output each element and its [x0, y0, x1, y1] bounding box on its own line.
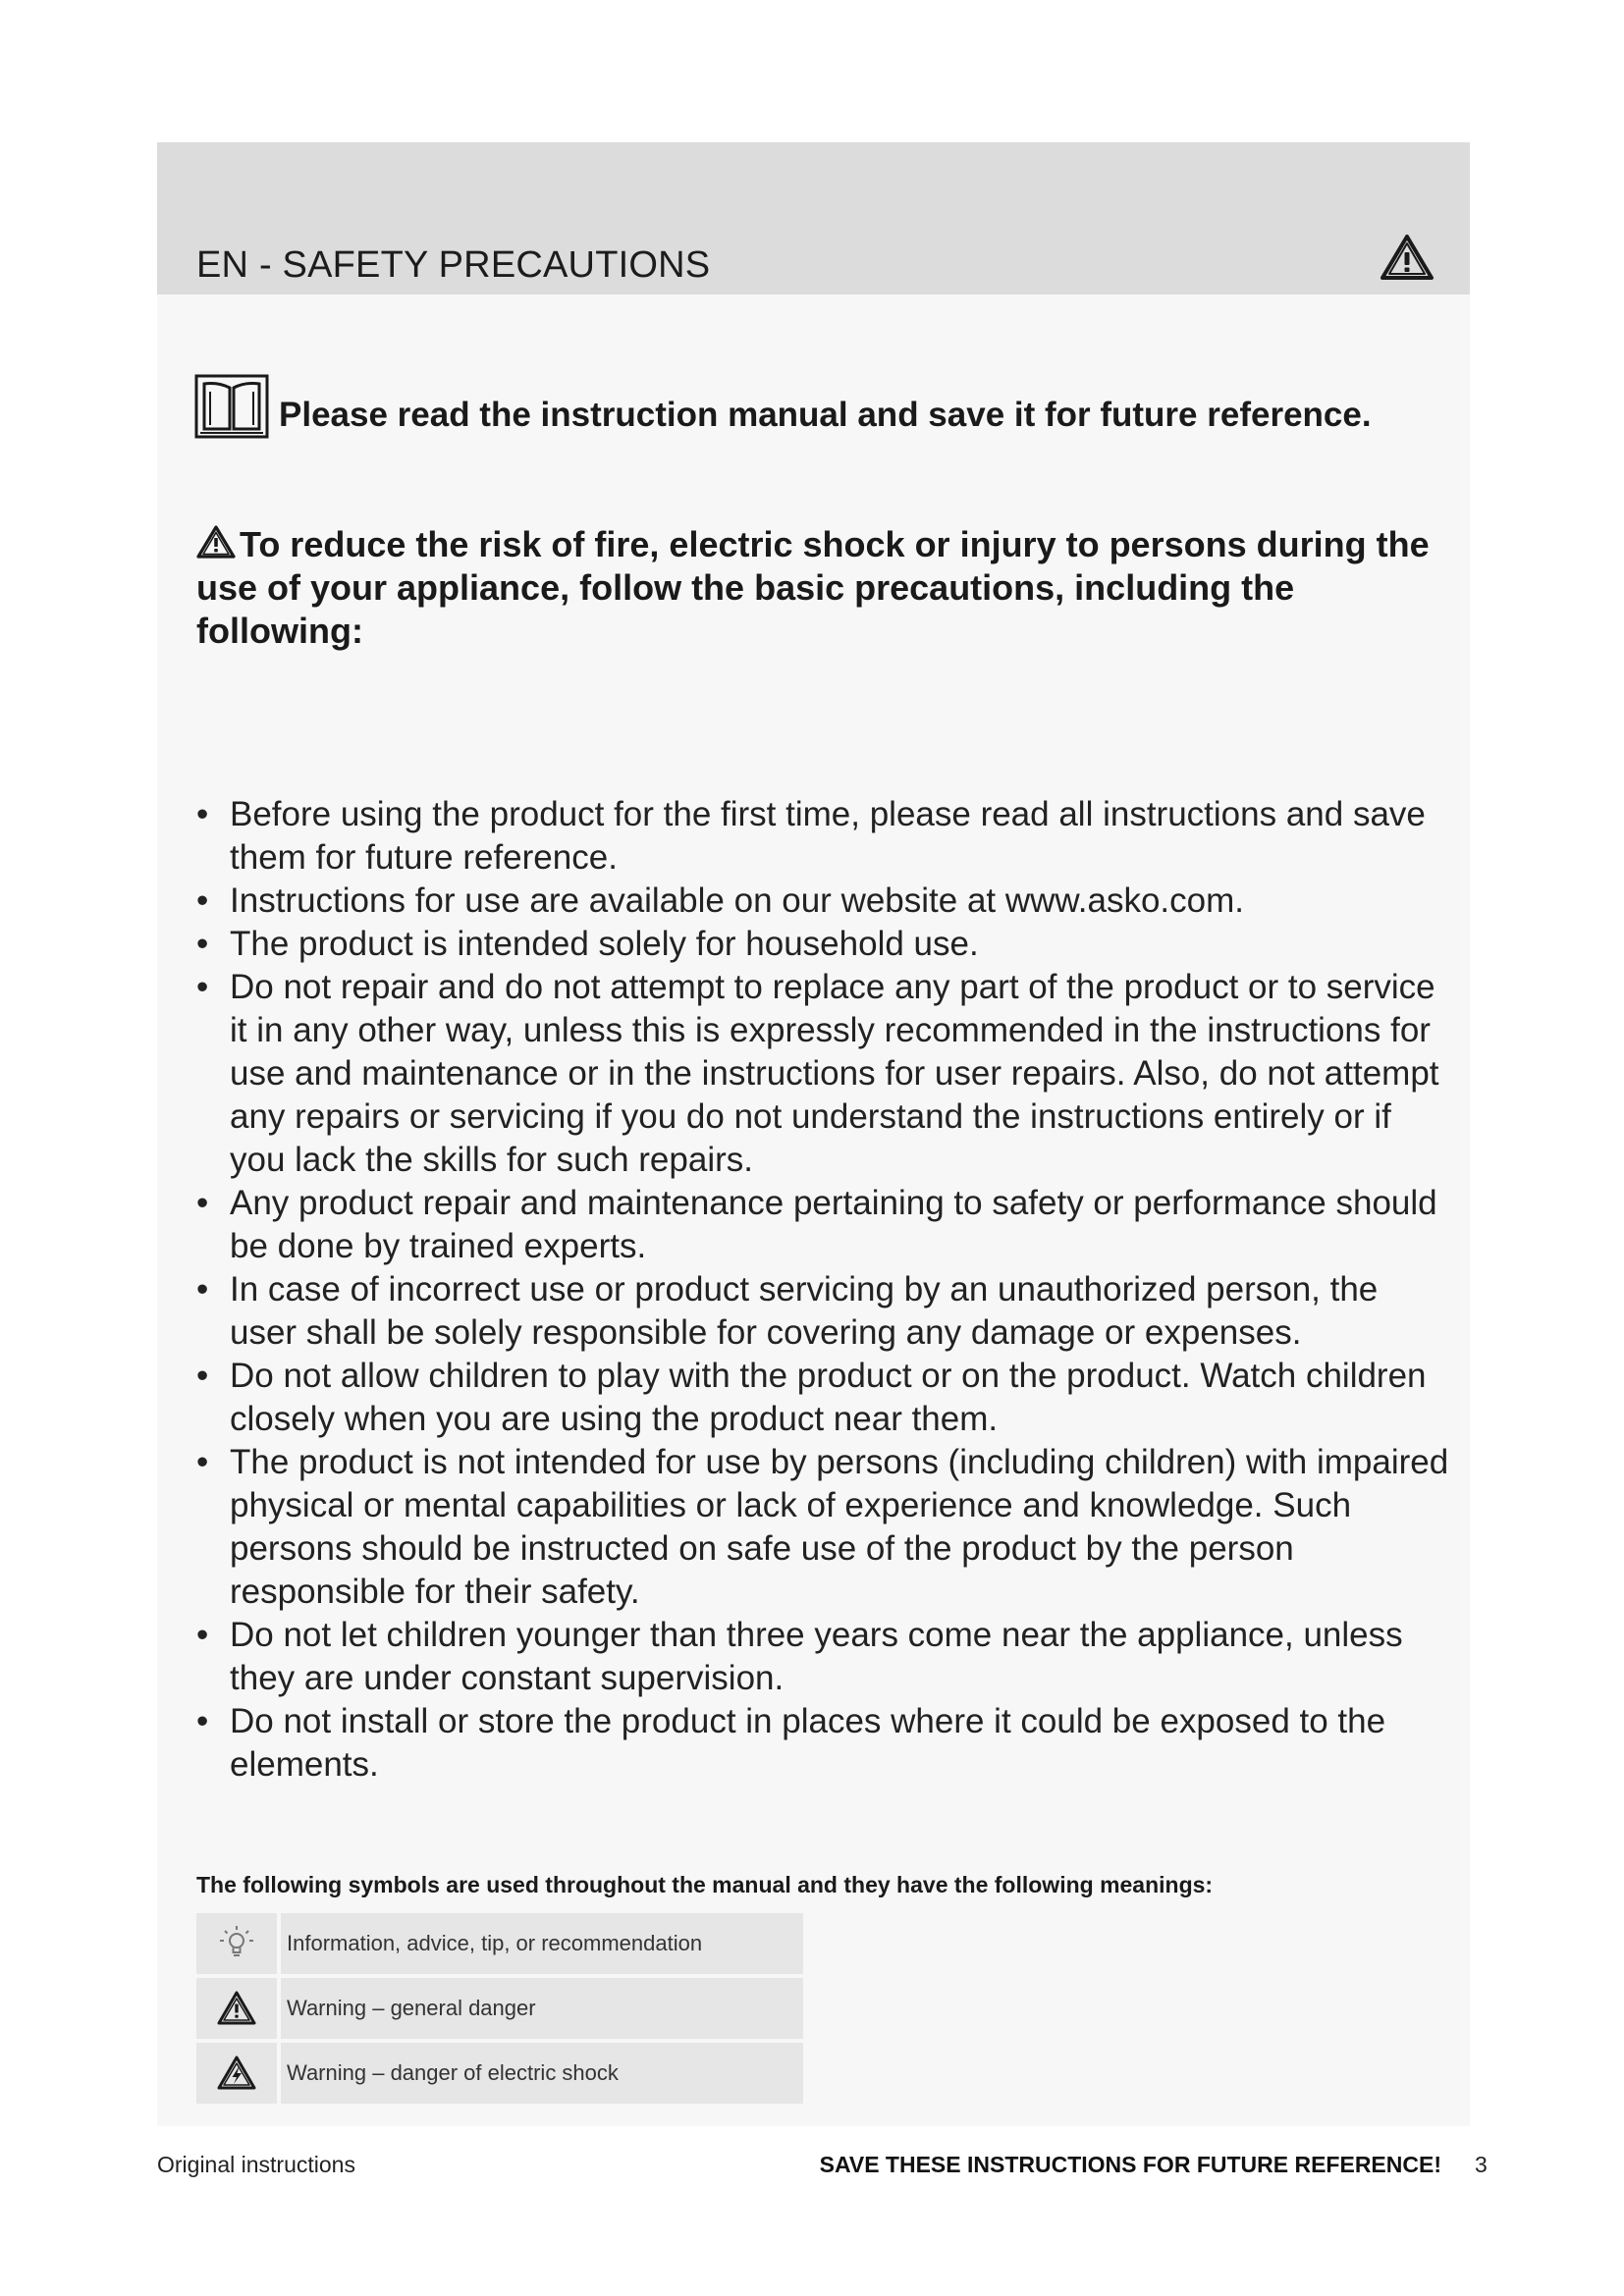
table-row — [196, 1913, 803, 1974]
lightbulb-icon — [217, 1924, 256, 1963]
page-number: 3 — [1475, 2152, 1488, 2177]
bullet: • — [196, 881, 209, 920]
legend-text: Warning – danger of electric shock — [281, 2043, 803, 2104]
list-item-text: Do not allow children to play with the product or on the product. Watch children closely when you are using the product near them. — [230, 1357, 1427, 1438]
list-item-text: Do not install or store the product in places where it could be exposed to the elements. — [230, 1702, 1386, 1784]
footer-save-notice: SAVE THESE INSTRUCTIONS FOR FUTURE REFERENCE! — [819, 2152, 1441, 2177]
symbol-legend-table — [192, 1909, 807, 2108]
bullet: • — [196, 795, 209, 833]
read-manual-text: Please read the instruction manual and save it for future reference. — [279, 396, 1372, 434]
list-item — [196, 1441, 1453, 1614]
warning-triangle-icon — [1380, 233, 1435, 282]
bullet: • — [196, 1616, 209, 1654]
electric-shock-warning-icon — [216, 2055, 257, 2092]
list-item — [196, 1355, 1453, 1441]
bullet: • — [196, 1184, 209, 1222]
list-item — [196, 923, 1453, 966]
bullet: • — [196, 1702, 209, 1740]
list-item-text: Do not repair and do not attempt to replace any part of the product or to service it in any other way, unless this is expressly recommended in the instructions for use and maintenance or in the instructions for user repairs. Also, do not attempt any repairs or servicing if you do not understand the instructions entirely or if you lack the skills for such repairs. — [230, 968, 1439, 1179]
legend-caption: The following symbols are used throughout the manual and they have the following meanings: — [196, 1872, 1214, 1897]
list-item-text: Any product repair and maintenance pertaining to safety or performance should be done by trained experts. — [230, 1184, 1437, 1265]
list-item-text: Before using the product for the first time, please read all instructions and save them for future reference. — [230, 795, 1426, 877]
read-manual-notice — [194, 360, 1372, 439]
header-band — [157, 142, 1470, 294]
legend-icon-cell — [196, 1913, 277, 1974]
footer-original-instructions: Original instructions — [157, 2152, 355, 2177]
page-panel — [157, 142, 1470, 2126]
list-item — [196, 1268, 1453, 1355]
intro-paragraph — [196, 523, 1434, 653]
list-item-text: Instructions for use are available on our website at www.asko.com. — [230, 881, 1244, 920]
list-item — [196, 1182, 1453, 1268]
legend-icon-cell — [196, 2043, 277, 2104]
section-title: EN - SAFETY PRECAUTIONS — [196, 244, 711, 286]
intro-text: To reduce the risk of fire, electric shock or injury to persons during the use of your appliance, follow the basic precautions, including the following: — [196, 524, 1430, 651]
table-row — [196, 2043, 803, 2104]
list-item-text: The product is intended solely for household use. — [230, 925, 979, 963]
list-item — [196, 966, 1453, 1182]
bullet: • — [196, 1443, 209, 1481]
list-item — [196, 1614, 1453, 1700]
legend-text: Information, advice, tip, or recommendation — [281, 1913, 803, 1974]
legend-text: Warning – general danger — [281, 1978, 803, 2039]
table-row — [196, 1978, 803, 2039]
list-item-text: Do not let children younger than three years come near the appliance, unless they are under constant supervision. — [230, 1616, 1403, 1697]
bullet: • — [196, 925, 209, 963]
bullet: • — [196, 1270, 209, 1308]
precaution-list — [196, 793, 1453, 1787]
list-item — [196, 793, 1453, 880]
list-item — [196, 880, 1453, 923]
legend-icon-cell — [196, 1978, 277, 2039]
book-icon — [194, 374, 269, 439]
bullet: • — [196, 1357, 209, 1395]
warning-triangle-icon — [196, 524, 236, 560]
bullet: • — [196, 968, 209, 1006]
list-item-text: In case of incorrect use or product servicing by an unauthorized person, the user shall be solely responsible for covering any damage or expenses. — [230, 1270, 1379, 1352]
warning-triangle-icon — [216, 1990, 257, 2027]
list-item-text: The product is not intended for use by persons (including children) with impaired physical or mental capabilities or lack of experience and knowledge. Such persons should be instructed on safe use of the product by the person responsible for their safety. — [230, 1443, 1449, 1611]
list-item — [196, 1700, 1453, 1787]
